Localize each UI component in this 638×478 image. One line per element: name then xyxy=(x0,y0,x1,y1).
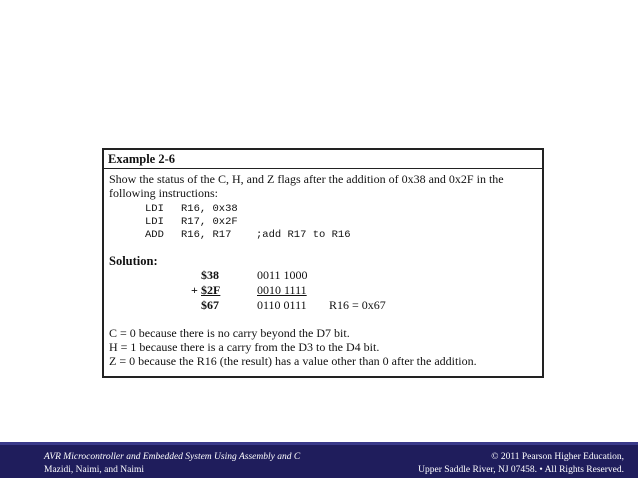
question-text xyxy=(109,172,539,200)
example-box xyxy=(102,148,544,378)
footer-bar xyxy=(0,442,638,478)
question-line-2: following instructions: xyxy=(109,186,218,200)
hex-result: $67 xyxy=(201,298,219,312)
hex-operand-2: $2F xyxy=(201,283,221,297)
code-args: R17, 0x2F xyxy=(181,216,238,228)
code-args: R16, R17 xyxy=(181,229,232,241)
bin-operand-1: 0011 1000 xyxy=(257,268,308,282)
example-title: Example 2-6 xyxy=(104,150,542,169)
result-note: R16 = 0x67 xyxy=(329,298,386,312)
conclusion-h-flag: H = 1 because there is a carry from the D3 to the D4 bit. xyxy=(109,340,380,354)
bin-operand-2: 0010 1111 xyxy=(257,283,307,297)
code-op: LDI xyxy=(145,216,164,228)
conclusion-c-flag: C = 0 because there is no carry beyond the D7 bit. xyxy=(109,326,350,340)
solution-label: Solution: xyxy=(109,254,158,268)
question-line-1: Show the status of the C, H, and Z flags after the addition of 0x38 and 0x2F in the xyxy=(109,172,504,186)
bin-result: 0110 0111 xyxy=(257,298,307,312)
code-args: R16, 0x38 xyxy=(181,203,238,215)
code-comment: ;add R17 to R16 xyxy=(256,229,351,241)
conclusion-z-flag: Z = 0 because the R16 (the result) has a value other than 0 after the addition. xyxy=(109,354,477,368)
code-op: ADD xyxy=(145,229,164,241)
code-op: LDI xyxy=(145,203,164,215)
footer-rights: Upper Saddle River, NJ 07458. • All Rights Reserved. xyxy=(418,465,624,475)
footer-authors: Mazidi, Naimi, and Naimi xyxy=(44,465,144,475)
plus-sign: + xyxy=(191,283,198,297)
footer-book-title: AVR Microcontroller and Embedded System Using Assembly and C xyxy=(44,452,301,462)
hex-operand-1: $38 xyxy=(201,268,219,282)
footer-copyright: © 2011 Pearson Higher Education, xyxy=(491,452,624,462)
